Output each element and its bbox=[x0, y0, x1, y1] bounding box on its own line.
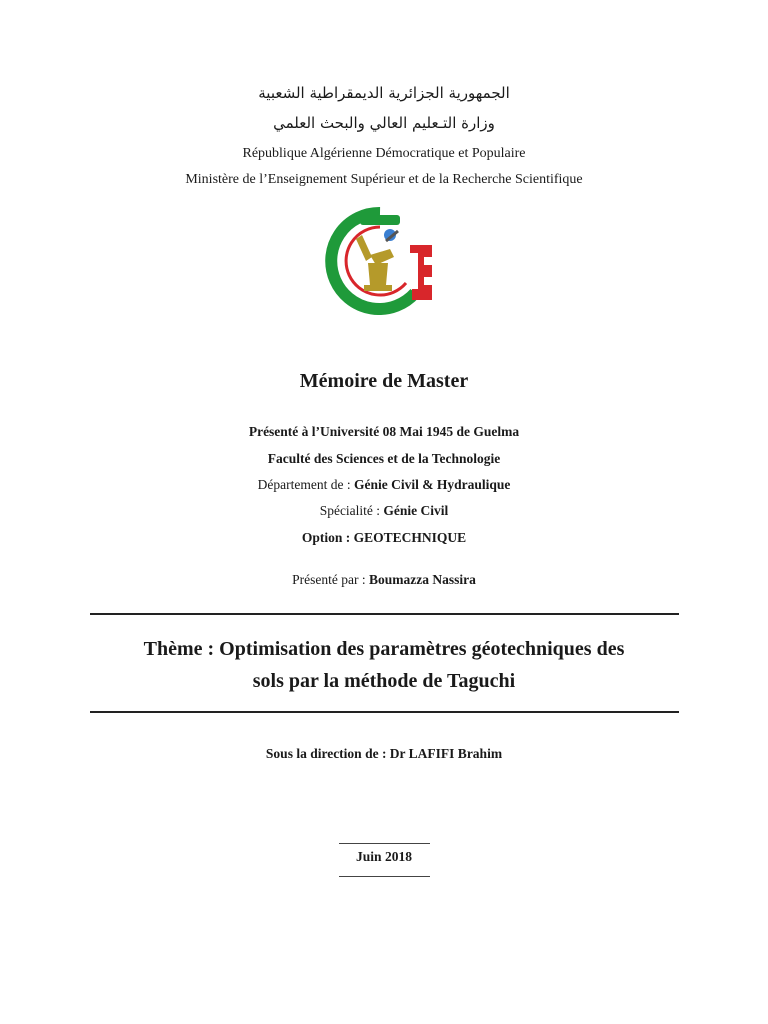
presented-by-value: Boumazza Nassira bbox=[368, 572, 476, 587]
document-title: Mémoire de Master bbox=[299, 370, 469, 392]
arabic-republic-line: الجمهورية الجزائرية الديمقراطية الشعبية bbox=[258, 84, 510, 102]
republic-line: République Algérienne Démocratique et Populaire bbox=[242, 146, 526, 161]
department-label: Département de : bbox=[257, 477, 354, 492]
theme-line-1: Thème : Optimisation des paramètres géotechniques des bbox=[143, 638, 625, 660]
date-rule-bottom bbox=[339, 876, 430, 877]
option-line: Option : GEOTECHNIQUE bbox=[301, 530, 467, 545]
department-value: Génie Civil & Hydraulique bbox=[353, 477, 511, 492]
top-divider bbox=[90, 613, 679, 615]
speciality-line bbox=[0, 503, 768, 519]
theme-title bbox=[0, 633, 768, 697]
presented-by-line bbox=[0, 572, 768, 588]
date: Juin 2018 bbox=[356, 849, 412, 864]
ministry-line: Ministère de l’Enseignement Supérieur et de la Recherche Scientifique bbox=[185, 172, 583, 187]
theme-line-2: sols par la méthode de Taguchi bbox=[252, 670, 516, 692]
speciality-label: Spécialité : bbox=[319, 503, 384, 518]
arabic-ministry-line: وزارة التـعليم العالي والبحث العلمي bbox=[273, 114, 495, 132]
department-line bbox=[0, 477, 768, 493]
university-logo bbox=[320, 205, 440, 315]
date-rule-top bbox=[339, 843, 430, 844]
presented-by-label: Présenté par : bbox=[292, 572, 369, 587]
faculty: Faculté des Sciences et de la Technologie bbox=[267, 451, 501, 466]
speciality-value: Génie Civil bbox=[383, 503, 449, 518]
presented-at: Présenté à l’Université 08 Mai 1945 de Guelma bbox=[248, 424, 520, 439]
supervisor-line: Sous la direction de : Dr LAFIFI Brahim bbox=[265, 746, 503, 761]
bottom-divider bbox=[90, 711, 679, 713]
university-seal-icon bbox=[320, 205, 440, 315]
